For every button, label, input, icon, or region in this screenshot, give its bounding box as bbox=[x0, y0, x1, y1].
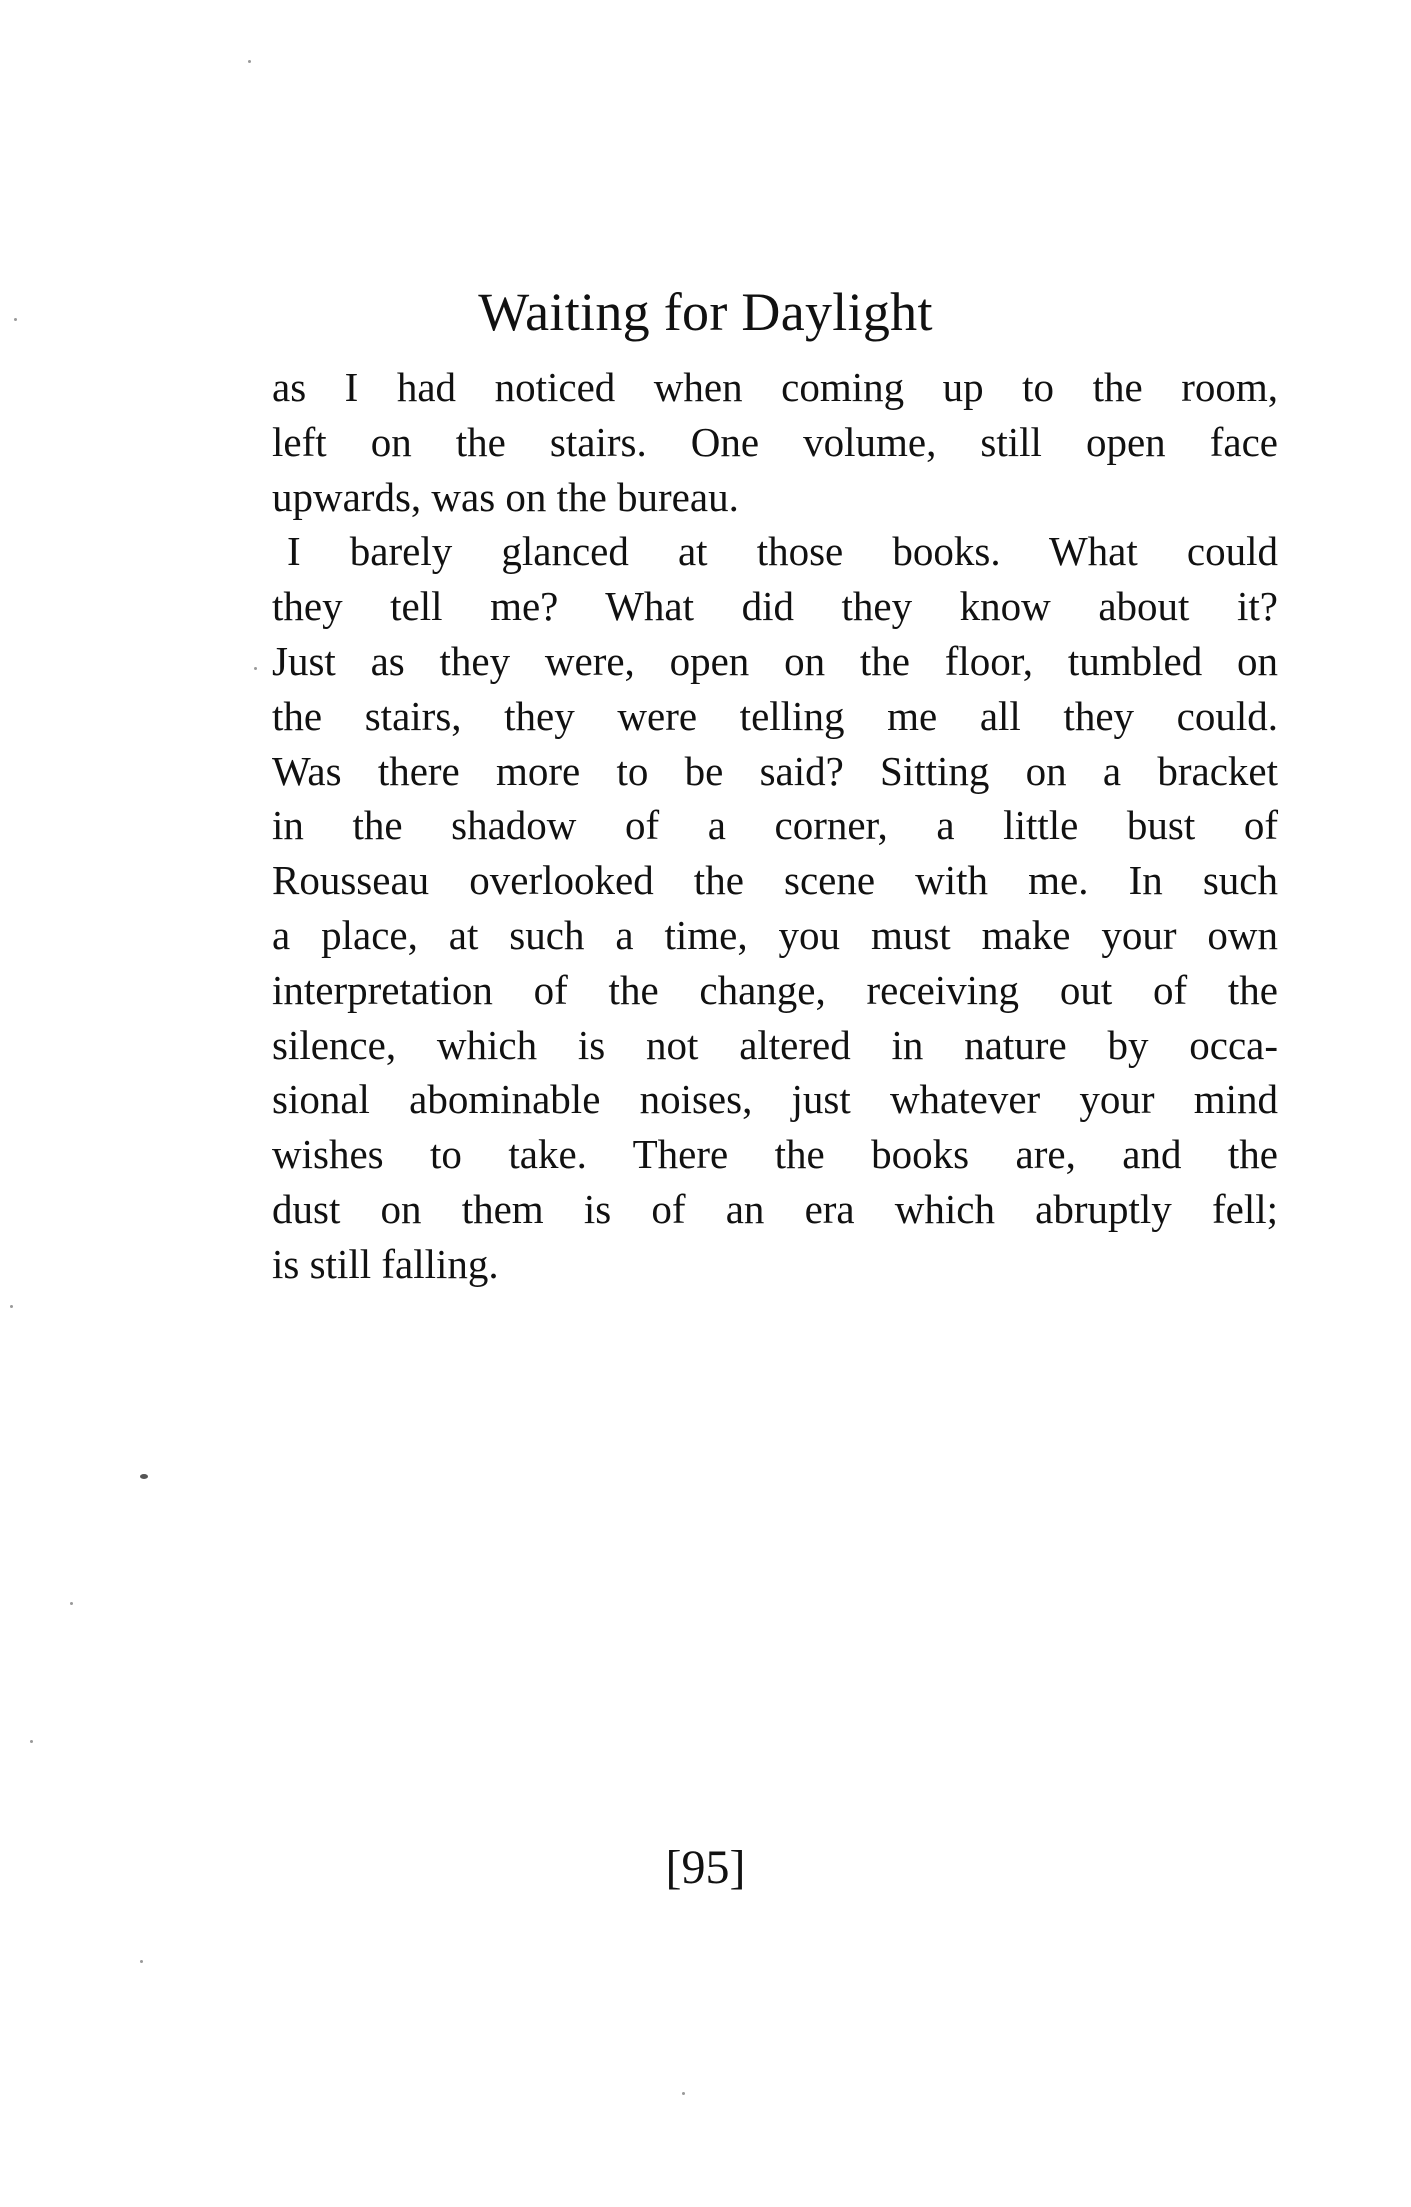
text-line: I barely glanced at those books. What could bbox=[287, 528, 1278, 575]
text-line: in the shadow of a corner, a little bust of bbox=[272, 802, 1278, 849]
scan-speck bbox=[682, 2092, 685, 2095]
text-line: they tell me? What did they know about it? bbox=[272, 583, 1278, 630]
scan-speck bbox=[140, 1960, 143, 1963]
running-head: Waiting for Daylight bbox=[478, 282, 933, 342]
text-line: dust on them is of an era which abruptly fell; bbox=[272, 1185, 1278, 1232]
scan-speck bbox=[70, 1602, 73, 1605]
text-line: wishes to take. There the books are, and the bbox=[272, 1131, 1278, 1178]
text-line: left on the stairs. One volume, still open face bbox=[272, 418, 1278, 465]
text-line: interpretation of the change, receiving out of the bbox=[272, 966, 1278, 1013]
text-line: is still falling. bbox=[272, 1240, 499, 1287]
scan-speck bbox=[248, 60, 251, 63]
text-line: the stairs, they were telling me all they could. bbox=[272, 692, 1278, 739]
body-text bbox=[272, 360, 1278, 1292]
text-line: Was there more to be said? Sitting on a bracket bbox=[272, 747, 1278, 794]
scan-speck bbox=[14, 318, 17, 321]
scan-speck bbox=[254, 667, 257, 670]
text-line: as I had noticed when coming up to the room, bbox=[272, 364, 1278, 410]
text-line: a place, at such a time, you must make your own bbox=[272, 911, 1278, 958]
text-line: Just as they were, open on the floor, tumbled on bbox=[272, 637, 1278, 684]
scan-speck bbox=[140, 1474, 148, 1479]
text-line: sional abominable noises, just whatever your mind bbox=[272, 1076, 1278, 1123]
scan-speck bbox=[10, 1305, 13, 1308]
text-line: upwards, was on the bureau. bbox=[272, 473, 739, 520]
page-number: [95] bbox=[665, 1841, 746, 1894]
scan-speck bbox=[30, 1740, 33, 1743]
text-line: Rousseau overlooked the scene with me. In such bbox=[272, 857, 1278, 904]
text-line: silence, which is not altered in nature by occa- bbox=[272, 1021, 1278, 1068]
